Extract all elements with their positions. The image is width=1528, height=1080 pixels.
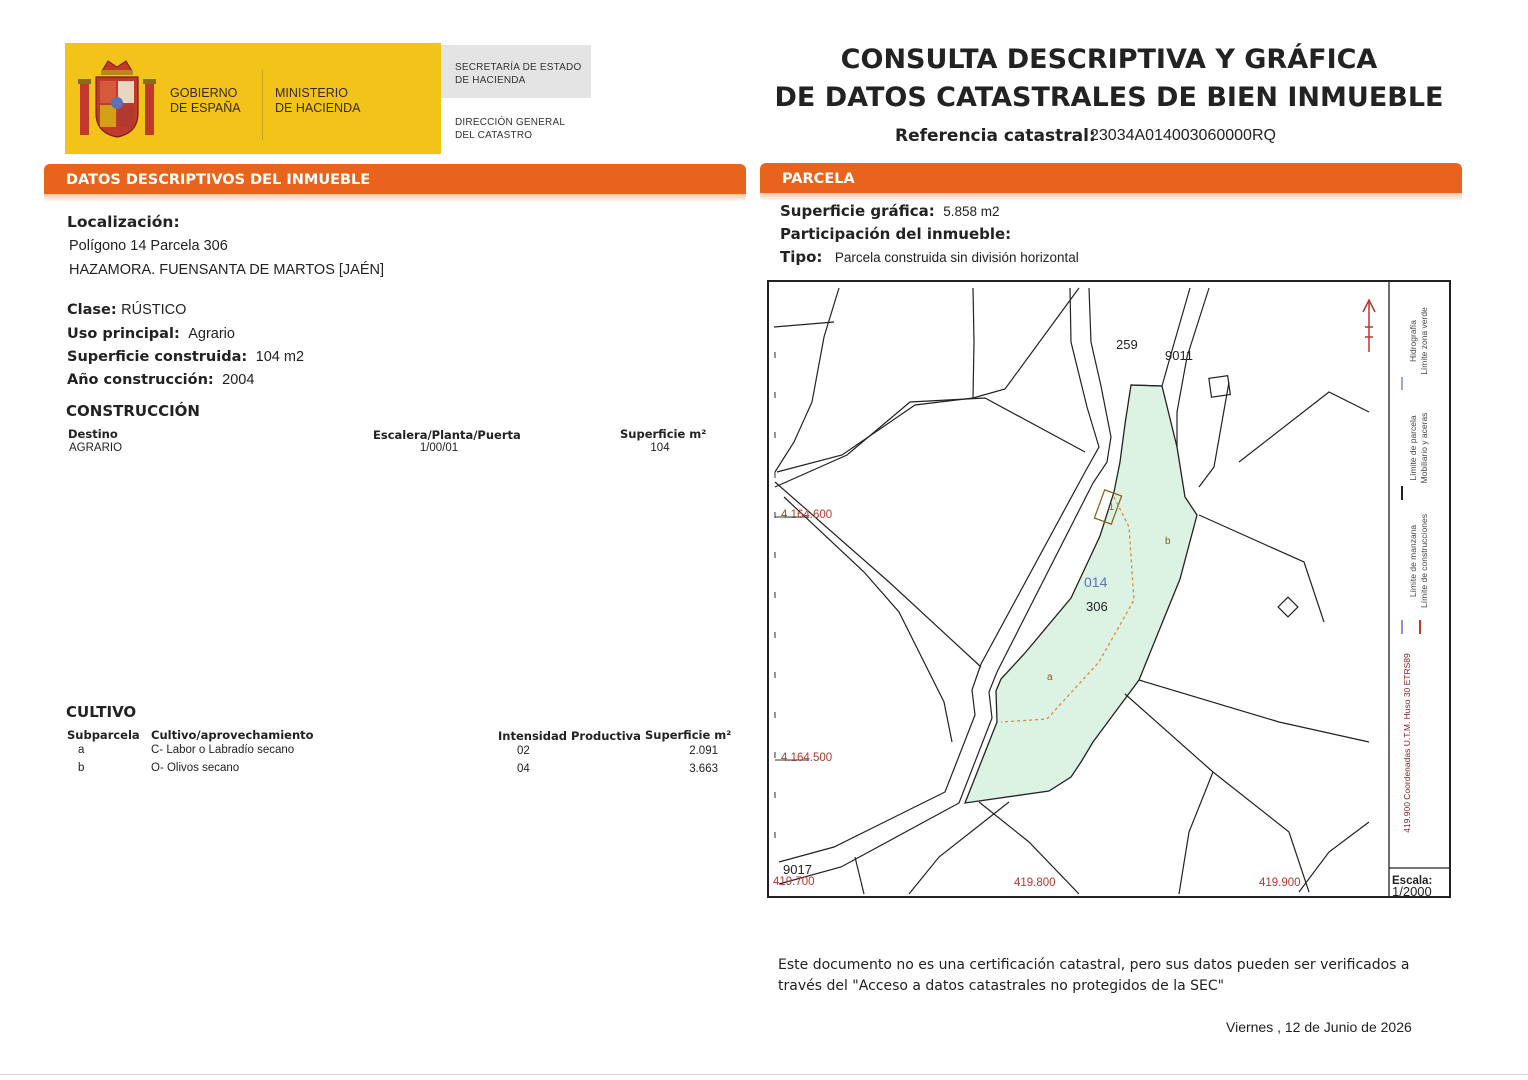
coord-y2: 4.164.500 bbox=[781, 752, 833, 764]
direccion-line2: DEL CATASTRO bbox=[455, 130, 533, 141]
col-cultivo: Cultivo/aprovechamiento bbox=[151, 728, 314, 742]
notice-line2: través del "Acceso a datos catastrales no protegidos de la SEC" bbox=[778, 978, 1225, 994]
tipo-label: Tipo: bbox=[780, 248, 823, 266]
cultivo-row-b-cultivo: O- Olivos secano bbox=[151, 762, 240, 774]
legend-mobiliario: Mobiliario y aceras bbox=[1419, 412, 1429, 484]
superficie-value: 104 m2 bbox=[255, 349, 305, 365]
page-title-line1: CONSULTA DESCRIPTIVA Y GRÁFICA bbox=[840, 44, 1378, 75]
direccion-line1: DIRECCIÓN GENERAL bbox=[455, 117, 566, 128]
escala-value: 1/2000 bbox=[1392, 884, 1432, 899]
clase-row bbox=[67, 301, 186, 319]
coord-x1: 419.700 bbox=[773, 876, 815, 888]
gobierno-line1: GOBIERNO bbox=[170, 86, 238, 100]
anio-row bbox=[67, 371, 254, 389]
notice-line1: Este documento no es una certificación catastral, pero sus datos pueden ser verificados a bbox=[778, 957, 1410, 973]
cultivo-row-b-intensidad: 04 bbox=[517, 763, 530, 775]
construccion-superficie-cell: 104 bbox=[650, 442, 670, 454]
tipo-value: Parcela construida sin división horizontal bbox=[834, 250, 1079, 265]
cultivo-row-a-superficie: 2.091 bbox=[689, 745, 718, 757]
uso-label: Uso principal: bbox=[67, 326, 180, 342]
map-label-259: 259 bbox=[1116, 337, 1138, 352]
ref-catastral-label: Referencia catastral: bbox=[895, 126, 1096, 146]
map-label-sub-a: a bbox=[1047, 672, 1053, 683]
cadastral-map bbox=[767, 280, 1451, 898]
construccion-escalera-cell: 1/00/01 bbox=[419, 442, 459, 454]
tipo-row bbox=[780, 248, 1079, 267]
superficie-label: Superficie construida: bbox=[67, 349, 248, 365]
coord-y1: 4.164.600 bbox=[781, 509, 833, 521]
ref-catastral-value: 23034A014003060000RQ bbox=[1090, 127, 1276, 144]
map-label-9011: 9011 bbox=[1165, 348, 1193, 363]
cultivo-row-a-subparcela: a bbox=[78, 744, 85, 756]
coord-x3: 419.900 bbox=[1259, 877, 1301, 889]
cultivo-row-b-subparcela: b bbox=[78, 762, 85, 774]
map-label-sub-b: b bbox=[1165, 536, 1171, 547]
construccion-destino-cell: AGRARIO bbox=[69, 442, 123, 454]
anio-label: Año construcción: bbox=[67, 372, 214, 388]
cultivo-title: CULTIVO bbox=[66, 703, 137, 721]
map-legend bbox=[1389, 282, 1447, 868]
ministerio-line1: MINISTERIO bbox=[275, 86, 348, 100]
col-escalera: Escalera/Planta/Puerta bbox=[373, 428, 521, 442]
sup-grafica-label: Superficie gráfica: bbox=[780, 202, 935, 220]
gobierno-line2: DE ESPAÑA bbox=[170, 101, 241, 115]
ministerio-line2: DE HACIENDA bbox=[275, 101, 361, 115]
parcela-section-bar: PARCELA bbox=[760, 163, 1462, 193]
legend-coordenadas: 419.900 Coordenadas U.T.M. Huso 30 ETRS89 bbox=[1402, 653, 1412, 833]
uso-value: Agrario bbox=[188, 326, 235, 342]
secretaria-line2: DE HACIENDA bbox=[455, 75, 526, 86]
cultivo-row-b-superficie: 3.663 bbox=[689, 763, 718, 775]
anio-value: 2004 bbox=[222, 372, 255, 388]
legend-limite-manzana: Límite de manzana bbox=[1408, 524, 1418, 598]
coord-x2: 419.800 bbox=[1014, 877, 1056, 889]
secretaria-line1: SECRETARÍA DE ESTADO bbox=[455, 62, 582, 73]
legend-zona-verde: Límite zona verde bbox=[1419, 307, 1429, 375]
col-superficie-cultivo: Superficie m² bbox=[645, 728, 732, 742]
legend-hidrografia: Hidrografía bbox=[1408, 319, 1418, 363]
col-superficie: Superficie m² bbox=[620, 427, 707, 441]
page-title-line2: DE DATOS CATASTRALES DE BIEN INMUEBLE bbox=[774, 82, 1444, 113]
construccion-title: CONSTRUCCIÓN bbox=[66, 402, 200, 420]
cadastral-map-drawing bbox=[769, 282, 1449, 899]
localizacion-line2: HAZAMORA. FUENSANTA DE MARTOS [JAÉN] bbox=[69, 262, 385, 278]
clase-value: RÚSTICO bbox=[121, 302, 187, 318]
clase-label: Clase: bbox=[67, 302, 117, 318]
col-destino: Destino bbox=[68, 427, 118, 441]
map-label-306: 306 bbox=[1086, 599, 1108, 614]
escala-label: Escala: bbox=[1392, 875, 1433, 887]
coat-of-arms-icon bbox=[76, 55, 158, 143]
legend-limite-construcciones: Límite de construcciones bbox=[1419, 513, 1429, 609]
uso-row bbox=[67, 325, 235, 343]
sup-grafica-value: 5.858 m2 bbox=[943, 204, 1000, 219]
col-intensidad: Intensidad Productiva bbox=[498, 729, 641, 743]
participacion-label: Participación del inmueble: bbox=[780, 225, 1012, 243]
map-label-poligono: 014 bbox=[1084, 574, 1108, 590]
localizacion-label: Localización: bbox=[67, 213, 180, 231]
map-label-1: 1 bbox=[1109, 502, 1115, 512]
notice-text bbox=[778, 955, 1468, 997]
cultivo-row-a-intensidad: 02 bbox=[517, 745, 530, 757]
legend-limite-parcela: Límite de parcela bbox=[1408, 415, 1418, 481]
localizacion-line1: Polígono 14 Parcela 306 bbox=[69, 238, 228, 254]
descriptive-section-bar: DATOS DESCRIPTIVOS DEL INMUEBLE bbox=[44, 164, 746, 194]
superficie-row bbox=[67, 348, 304, 366]
col-subparcela: Subparcela bbox=[67, 728, 140, 742]
document-date: Viernes , 12 de Junio de 2026 bbox=[1226, 1019, 1412, 1035]
sup-grafica-row bbox=[780, 202, 999, 221]
cultivo-row-a-cultivo: C- Labor o Labradío secano bbox=[151, 744, 295, 756]
map-label-9017: 9017 bbox=[783, 862, 812, 877]
